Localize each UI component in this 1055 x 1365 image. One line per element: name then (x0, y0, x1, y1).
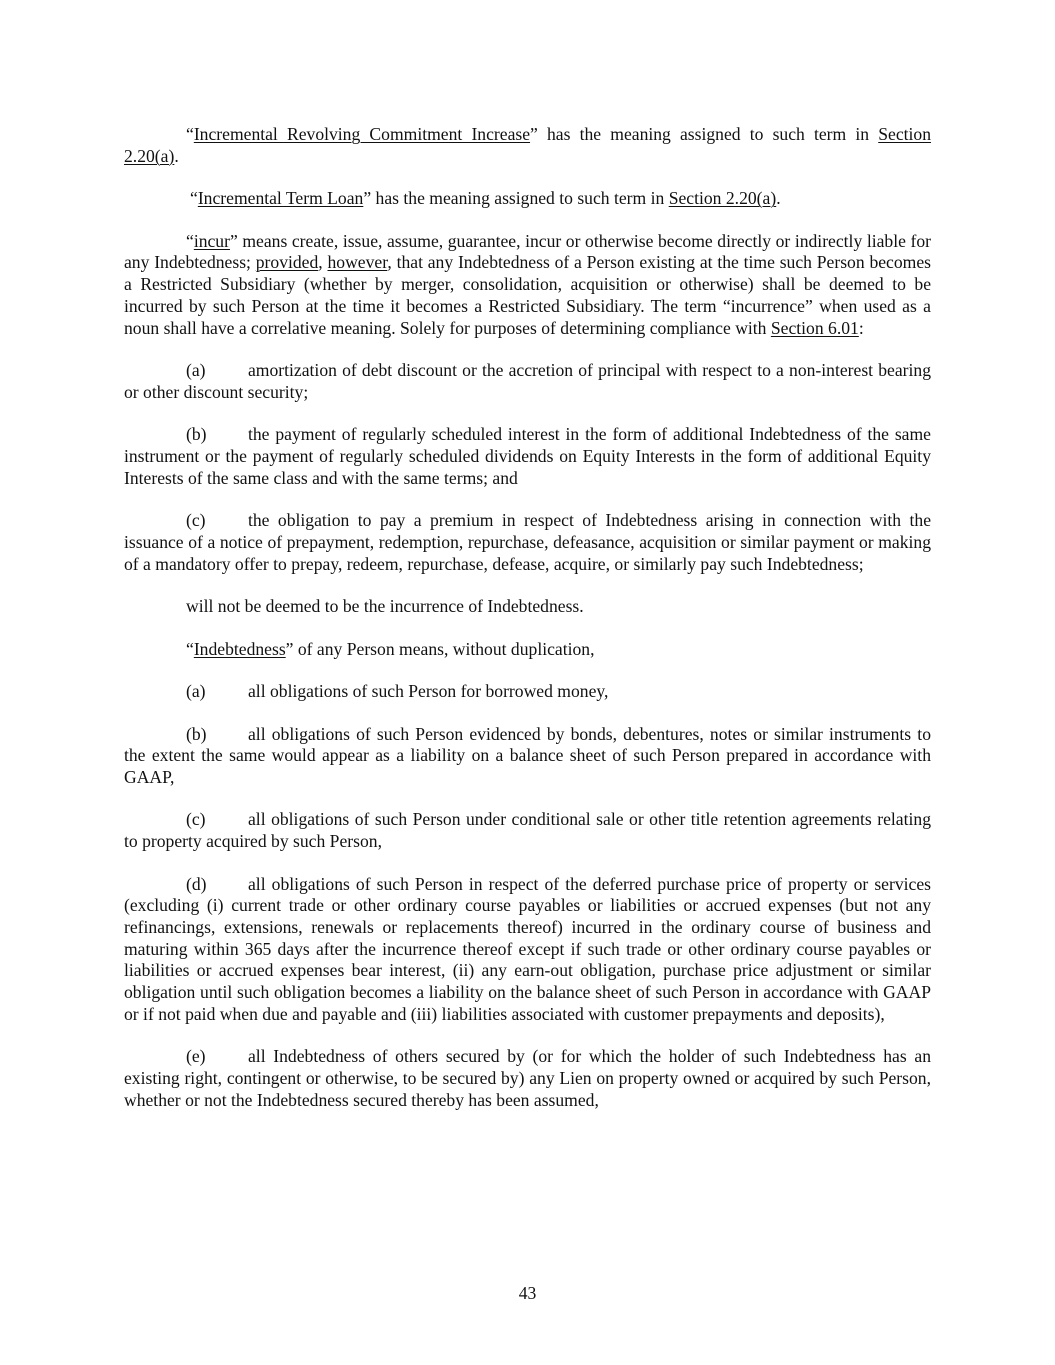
defined-term: Incremental Term Loan (197, 188, 364, 209)
incur-item-b (124, 424, 931, 489)
page-number: 43 (518, 1283, 537, 1303)
item-label: (d) (186, 873, 207, 894)
item-label: (c) (186, 809, 206, 830)
item-text: the payment of regularly scheduled interest in the form of additional Indebtedness of the same instrument or the payment of regularly scheduled dividends on Equity Interests in the form of additional Equity Interests of the same class and with the same terms; and (124, 424, 931, 488)
item-text: all obligations of such Person in respect of the deferred purchase price of property or services (excluding (i) current trade or other ordinary course payables or liabilities or accrued expenses (but not any refinancings, extensions, renewals or replacements thereof) incurred in the ordinary course of business and maturing within 365 days after the incurrence thereof except if such trade or other ordinary course payables or liabilities or accrued expenses bear interest, (ii) any earn-out obligation, purchase price adjustment or similar obligation until such obligation becomes a liability on the balance sheet of such Person in accordance with GAAP or if not paid when due and payable and (iii) liabilities associated with customer prepayments and deposits), (124, 873, 931, 1024)
item-text: amortization of debt discount or the accretion of principal with respect to a non-interest bearing or other discount security; (124, 360, 931, 402)
incur-closing-text: will not be deemed to be the incurrence of Indebtedness. (186, 596, 584, 617)
section-reference: Section 2.20(a) (124, 124, 931, 166)
defined-term: Indebtedness (193, 638, 286, 659)
item-label: (a) (186, 360, 206, 381)
section-reference: Section 6.01 (770, 317, 859, 338)
indebtedness-item-a (124, 681, 931, 703)
item-text: all obligations of such Person for borrowed money, (248, 681, 609, 702)
indebtedness-item-b (124, 724, 931, 789)
item-label: (b) (186, 723, 207, 744)
defined-term: Incremental Revolving Commitment Increase (193, 124, 531, 144)
document-page (124, 124, 931, 1111)
item-text: all obligations of such Person evidenced by bonds, debentures, notes or similar instruments to the extent the same would appear as a liability on a balance sheet of such Person prepared in accordance with GAAP, (124, 723, 931, 787)
definition-indebtedness: “Indebtedness” of any Person means, without duplication, (186, 638, 595, 659)
definition-incremental-revolving-commitment-increase: “Incremental Revolving Commitment Increase” has the meaning assigned to such term in Section 2.20(a). (124, 124, 931, 166)
indebtedness-item-d (124, 874, 931, 1026)
indebtedness-item-c (124, 809, 931, 852)
defined-term: incur (193, 230, 230, 251)
indebtedness-item-e (124, 1046, 931, 1111)
provided-term: provided (255, 252, 319, 273)
incur-item-a (124, 360, 931, 403)
item-text: all obligations of such Person under conditional sale or other title retention agreements relating to property acquired by such Person, (124, 809, 931, 852)
however-term: however (327, 252, 388, 273)
section-reference: Section 2.20(a) (668, 188, 777, 209)
definition-incur: “incur” means create, issue, assume, guarantee, incur or otherwise become directly or indirectly liable for any Indebtedness; provided, however, that any Indebtedness of a Person existing at the time such Person becomes a Restricted Subsidiary (whether by merger, consolidation, acquisition or otherwise) shall be deemed to be incurred by such Person at the time it becomes a Restricted Subsidiary. The term “incurrence” when used as a noun shall have a correlative meaning. Solely for purposes of determining compliance with Section 6.01: (124, 230, 931, 338)
item-label: (b) (186, 424, 207, 445)
item-text: all Indebtedness of others secured by (or for which the holder of such Indebtedness has an existing right, contingent or otherwise, to be secured by) any Lien on property owned or acquired by such Person, whether or not the Indebtedness secured thereby has been assumed, (124, 1046, 931, 1110)
item-label: (c) (186, 510, 206, 531)
item-text: the obligation to pay a premium in respect of Indebtedness arising in connection with the issuance of a notice of prepayment, redemption, repurchase, defeasance, acquisition or similar payment or making of a mandatory offer to prepay, redeem, repurchase, defease, acquire, or similarly pay such Indebtedness; (124, 510, 931, 574)
definition-incremental-term-loan: “Incremental Term Loan” has the meaning assigned to such term in Section 2.20(a). (190, 188, 781, 209)
incur-item-c (124, 510, 931, 575)
item-label: (e) (186, 1046, 206, 1067)
item-label: (a) (186, 681, 206, 702)
